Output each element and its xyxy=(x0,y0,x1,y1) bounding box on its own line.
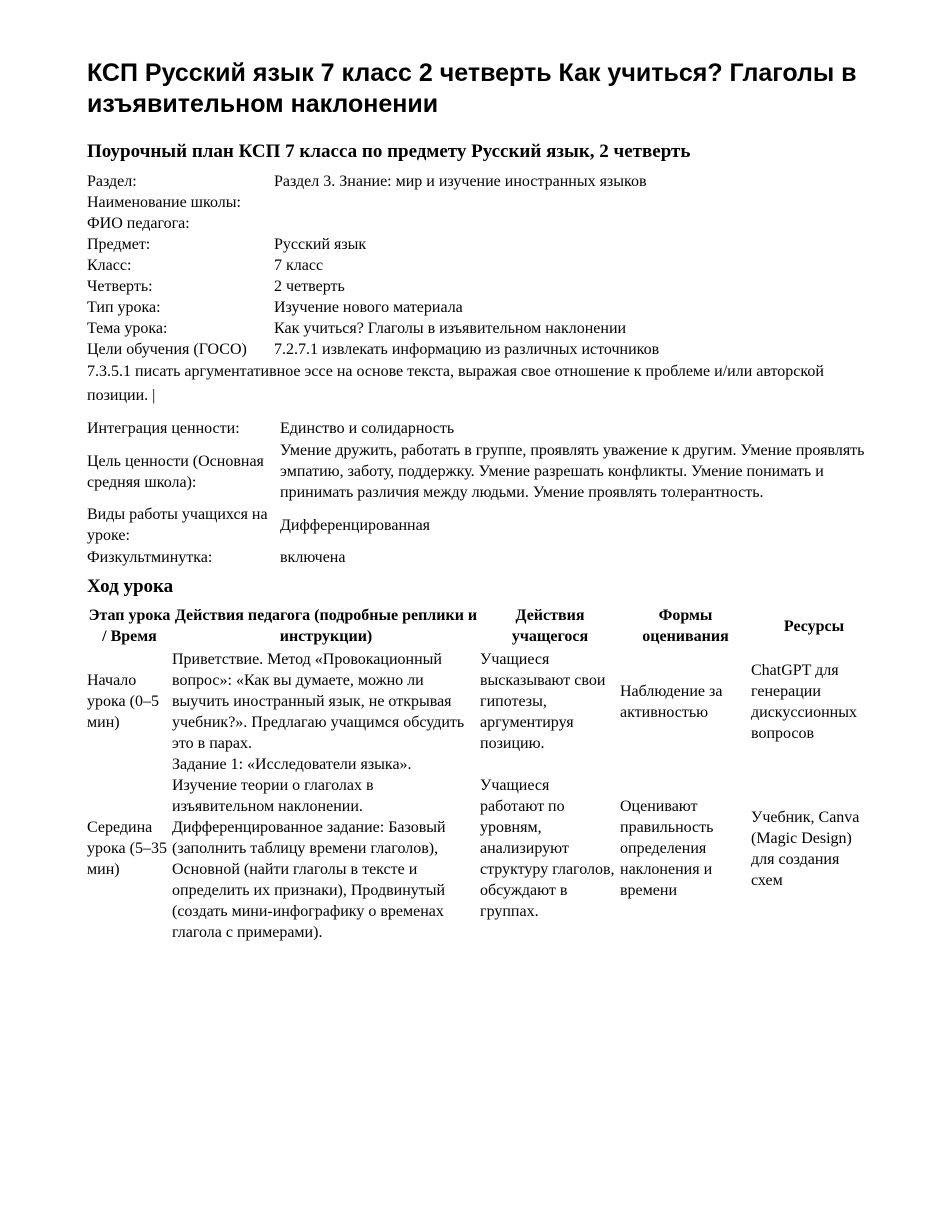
values-row-work xyxy=(87,504,877,547)
values-label: Интеграция ценности: xyxy=(87,420,240,437)
meta-value: Раздел 3. Знание: мир и изучение иностранных языков xyxy=(274,173,647,190)
meta-row-quarter xyxy=(87,276,659,297)
column-header-resources: Ресурсы xyxy=(783,617,845,635)
plan-subtitle: Поурочный план КСП 7 класса по предмету Русский язык, 2 четверть xyxy=(87,141,691,162)
meta-value xyxy=(274,192,659,213)
meta-label: Класс: xyxy=(87,257,132,274)
values-value: включена xyxy=(280,549,346,566)
meta-table xyxy=(87,171,659,360)
lesson-table xyxy=(87,605,877,943)
values-row-pe xyxy=(87,547,877,569)
values-row-integration xyxy=(87,418,877,440)
meta-label: Цели обучения (ГОСО) xyxy=(87,341,247,358)
values-table xyxy=(87,418,877,569)
meta-row-section xyxy=(87,171,659,192)
meta-row-objectives xyxy=(87,339,659,360)
column-header-stage: Этап урока / Время xyxy=(88,607,171,645)
teacher-actions-cell: Задание 1: «Исследователи языка». Изучение теории о глаголах в изъявительном наклонении. Дифференцированное задание: Базовый (заполнить таблицу времени глаголов), Основной (найти глаголы в тексте и определить их признаки), Продвинутый (создать мини-инфографику о временах глагола с примерами). xyxy=(172,756,446,941)
stage-cell: Начало урока (0–5 мин) xyxy=(87,672,159,731)
meta-row-school xyxy=(87,192,659,213)
meta-label: Предмет: xyxy=(87,236,151,253)
meta-label: Раздел: xyxy=(87,173,137,190)
meta-label: Тема урока: xyxy=(87,320,168,337)
lesson-table-header xyxy=(87,605,877,649)
column-header-assessment: Формы оценивания xyxy=(642,607,729,645)
stage-cell: Середина урока (5–35 мин) xyxy=(87,819,167,878)
document-title: КСП Русский язык 7 класс 2 четверть Как учиться? Глаголы в изъявительном наклонении xyxy=(87,59,857,118)
values-value: Умение дружить, работать в группе, проявлять уважение к другим. Умение проявлять эмпатию, заботу, поддержку. Умение разрешать конфликты. Умение понимать и принимать различия между людьми. Умение проявлять толерантность. xyxy=(280,442,865,501)
values-label: Физкультминутка: xyxy=(87,549,213,566)
meta-row-class xyxy=(87,255,659,276)
values-value: Единство и солидарность xyxy=(280,420,455,437)
student-actions-cell: Учащиеся работают по уровням, анализируют структуру глаголов, обсуждают в группах. xyxy=(480,777,615,920)
column-header-teacher: Действия педагога (подробные реплики и инструкции) xyxy=(174,607,478,645)
meta-value: Изучение нового материала xyxy=(274,299,463,316)
assessment-cell: Наблюдение за активностью xyxy=(620,682,723,721)
meta-value: 2 четверть xyxy=(274,278,345,295)
meta-value: 7.2.7.1 извлекать информацию из различных источников xyxy=(274,341,660,358)
table-row xyxy=(87,649,877,754)
meta-value: Русский язык xyxy=(274,236,367,253)
teacher-actions-cell: Приветствие. Метод «Провокационный вопрос»: «Как вы думаете, можно ли выучить иностранный язык, не открывая учебник?». Предлагаю учащимся обсудить это в парах. xyxy=(172,651,465,752)
meta-label: Наименование школы: xyxy=(87,194,241,211)
resources-cell: ChatGPT для генерации дискуссионных вопросов xyxy=(751,661,857,742)
student-actions-cell: Учащиеся высказывают свои гипотезы, аргументируя позицию. xyxy=(480,651,606,752)
table-row xyxy=(87,754,877,943)
meta-label: ФИО педагога: xyxy=(87,215,190,232)
document-page xyxy=(87,58,877,943)
objective-extra: 7.3.5.1 писать аргументативное эссе на основе текста, выражая свое отношение к проблеме и/или авторской позиции. | xyxy=(87,363,824,404)
meta-row-subject xyxy=(87,234,659,255)
resources-cell: Учебник, Canva (Magic Design) для создания схем xyxy=(751,808,860,889)
meta-row-topic xyxy=(87,318,659,339)
lesson-progress-heading: Ход урока xyxy=(87,576,174,597)
meta-label: Четверть: xyxy=(87,278,153,295)
meta-label: Тип урока: xyxy=(87,299,161,316)
values-value: Дифференцированная xyxy=(280,516,431,534)
meta-row-teacher xyxy=(87,213,659,234)
values-label: Виды работы учащихся на уроке: xyxy=(87,506,268,544)
assessment-cell: Оценивают правильность определения наклонения и времени xyxy=(620,798,714,899)
meta-value: Как учиться? Глаголы в изъявительном наклонении xyxy=(274,320,627,337)
values-row-goal xyxy=(87,440,877,504)
column-header-student: Действия учащегося xyxy=(511,607,589,645)
meta-value: 7 класс xyxy=(274,257,324,274)
meta-row-lesson-type xyxy=(87,297,659,318)
values-label: Цель ценности (Основная средняя школа): xyxy=(87,452,264,491)
meta-value xyxy=(274,213,659,234)
